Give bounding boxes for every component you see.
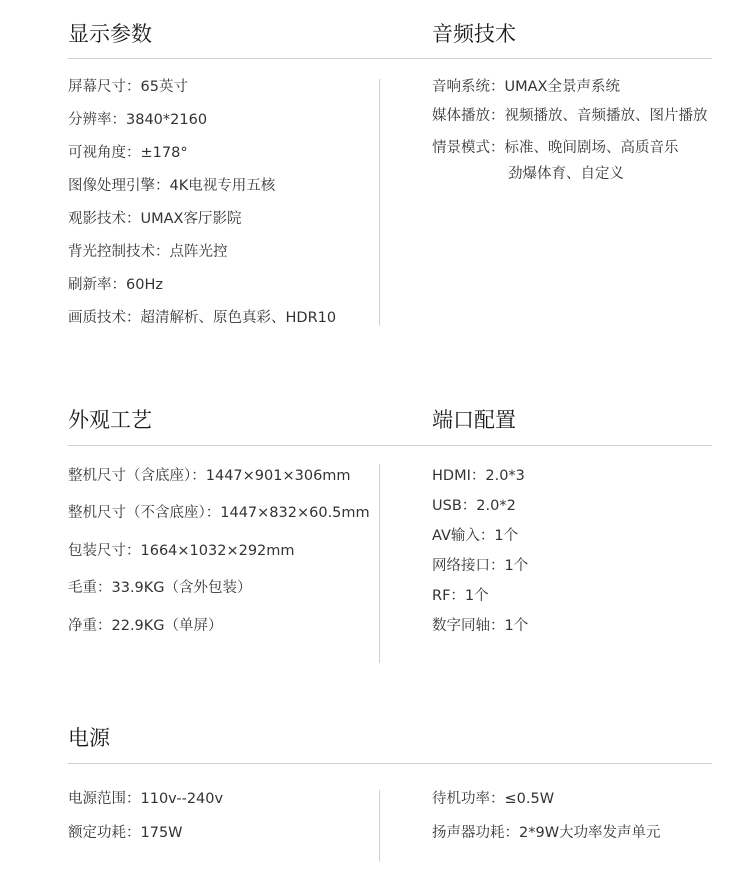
spec-refresh-rate: 刷新率：60Hz <box>68 277 163 293</box>
spec-speaker-power: 扬声器功耗：2*9W大功率发声单元 <box>432 825 661 841</box>
section-divider <box>68 58 712 59</box>
spec-audio-system: 音响系统：UMAX全景声系统 <box>432 79 620 95</box>
spec-usb: USB：2.0*2 <box>432 498 516 514</box>
spec-hdmi: HDMI：2.0*3 <box>432 468 525 484</box>
spec-coaxial: 数字同轴：1个 <box>432 618 529 634</box>
spec-image-engine: 图像处理引擎：4K电视专用五核 <box>68 178 276 194</box>
spec-viewing-angle: 可视角度：±178° <box>68 145 188 161</box>
spec-power-range: 电源范围：110v--240v <box>68 791 224 807</box>
column-divider <box>379 79 380 326</box>
audio-section-title: 音频技术 <box>432 22 516 46</box>
spec-rated-power: 额定功耗：175W <box>68 825 183 841</box>
column-divider <box>379 790 380 862</box>
spec-av-input: AV输入：1个 <box>432 528 519 544</box>
power-section-title: 电源 <box>68 726 110 750</box>
spec-resolution: 分辨率：3840*2160 <box>68 112 208 128</box>
spec-size-without-stand: 整机尺寸（不含底座）：1447×832×60.5mm <box>68 505 370 521</box>
spec-network: 网络接口：1个 <box>432 558 529 574</box>
spec-picture-tech: 画质技术：超清解析、原色真彩、HDR10 <box>68 310 337 326</box>
ports-section-title: 端口配置 <box>432 408 516 432</box>
spec-scene-mode: 情景模式：标准、晚间剧场、高质音乐 <box>432 140 679 156</box>
spec-standby-power: 待机功率：≤0.5W <box>432 791 555 807</box>
spec-net-weight: 净重：22.9KG（单屏） <box>68 618 223 634</box>
appearance-section-title: 外观工艺 <box>68 408 152 432</box>
spec-scene-mode-cont: 劲爆体育、自定义 <box>508 166 624 182</box>
display-section-title: 显示参数 <box>68 22 152 46</box>
spec-media-playback: 媒体播放：视频播放、音频播放、图片播放 <box>432 108 708 124</box>
spec-rf: RF：1个 <box>432 588 489 604</box>
spec-gross-weight: 毛重：33.9KG（含外包装） <box>68 580 252 596</box>
spec-viewing-tech: 观影技术：UMAX客厅影院 <box>68 211 242 227</box>
spec-size-with-stand: 整机尺寸（含底座）：1447×901×306mm <box>68 468 351 484</box>
spec-package-size: 包装尺寸：1664×1032×292mm <box>68 543 295 559</box>
section-divider <box>68 763 712 764</box>
spec-screen-size: 屏幕尺寸：65英寸 <box>68 79 188 95</box>
spec-backlight: 背光控制技术：点阵光控 <box>68 244 228 260</box>
column-divider <box>379 464 380 663</box>
section-divider <box>68 445 712 446</box>
